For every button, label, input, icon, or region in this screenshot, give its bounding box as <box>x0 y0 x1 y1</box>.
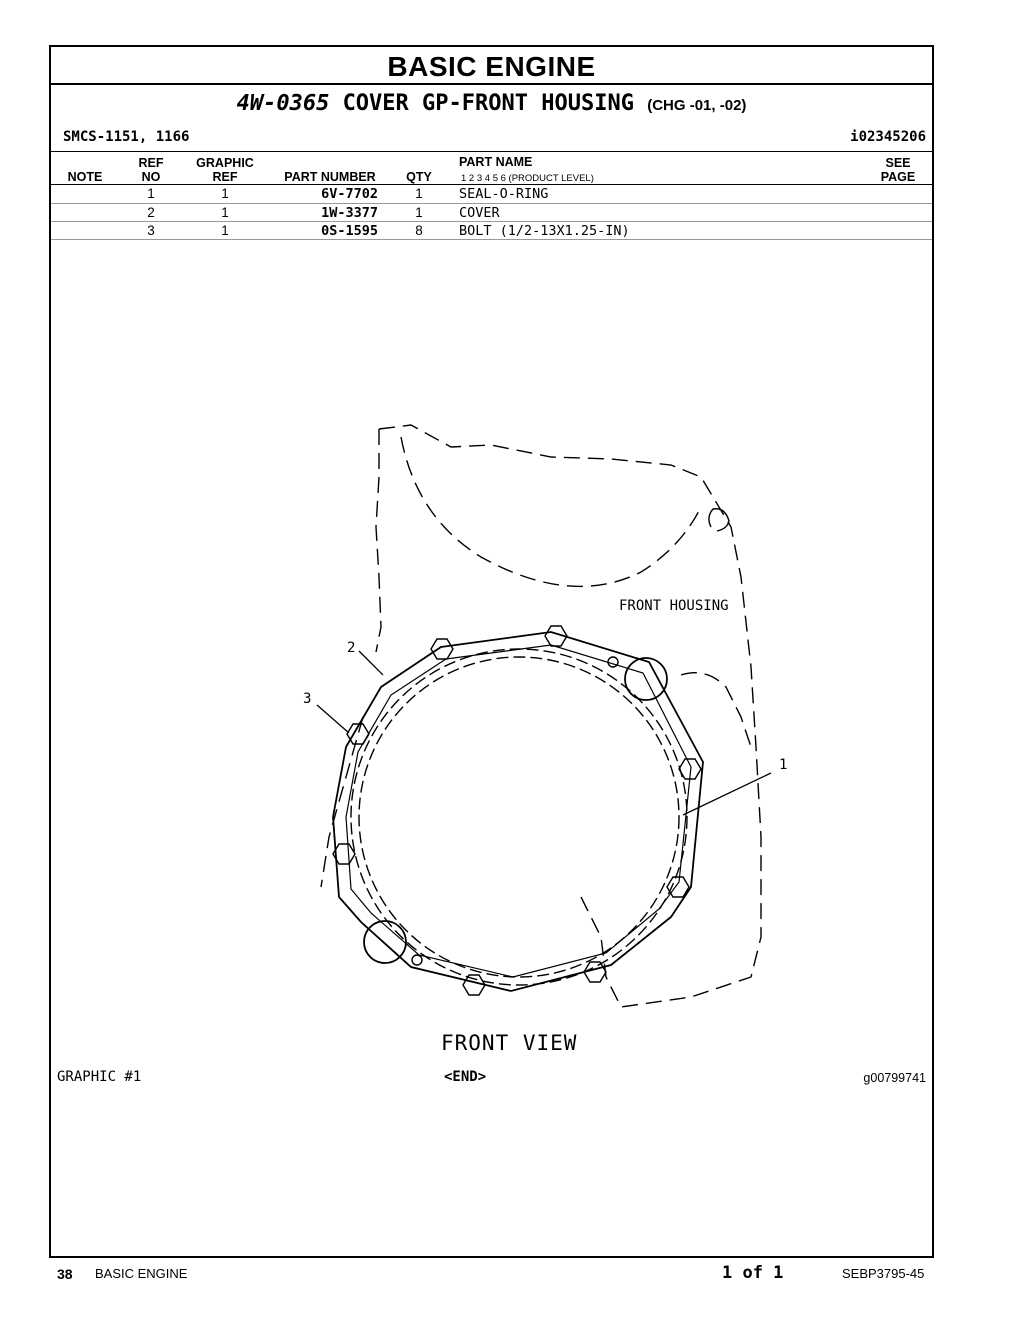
page-of: 1 of 1 <box>722 1263 784 1283</box>
part-group-number: 4W-0365 <box>236 91 330 116</box>
table-top-rule <box>51 151 932 152</box>
part-name: COVER <box>459 205 500 221</box>
small-hole <box>412 955 422 965</box>
qty: 8 <box>415 223 423 238</box>
cover-outer-edge <box>333 632 703 991</box>
front-housing-top-arc <box>401 437 701 586</box>
col-header-graphic-ref-line1: GRAPHIC <box>196 156 254 170</box>
bolt-hex-icon <box>431 639 453 659</box>
front-housing-notch <box>709 509 729 531</box>
col-header-ref-no-line2: NO <box>141 170 161 184</box>
part-name: BOLT (1/2-13X1.25-IN) <box>459 223 630 239</box>
part-number: 6V-7702 <box>321 186 378 202</box>
ref-no: 3 <box>147 223 155 238</box>
seal-o-ring-inner <box>359 657 679 977</box>
page-number: 38 <box>57 1266 73 1282</box>
graphic-ref: 1 <box>221 223 229 238</box>
row-divider <box>51 239 932 240</box>
callout-1: 1 <box>779 757 788 773</box>
part-group-title <box>51 91 932 116</box>
qty: 1 <box>415 205 423 220</box>
front-housing-outline <box>379 425 761 1007</box>
smcs-code: SMCS-1151, 1166 <box>63 129 190 145</box>
front-housing-right-tab <box>681 673 751 747</box>
dowel-boss-lower <box>364 921 406 963</box>
graphic-id: g00799741 <box>863 1071 926 1085</box>
cover-inner-edge <box>346 645 691 977</box>
change-note: (CHG -01, -02) <box>647 97 747 114</box>
callout-3: 3 <box>303 691 312 707</box>
section-title: BASIC ENGINE <box>51 47 932 85</box>
part-number: 0S-1595 <box>321 223 378 239</box>
graphic-label: GRAPHIC #1 <box>57 1069 142 1085</box>
ref-no: 1 <box>147 186 155 201</box>
part-group-name: COVER GP-FRONT HOUSING <box>342 91 634 116</box>
callout-leader-2 <box>359 651 383 675</box>
col-header-qty: QTY <box>406 170 432 184</box>
part-name: SEAL-O-RING <box>459 186 549 202</box>
col-header-graphic-ref-line2: REF <box>212 170 238 184</box>
col-header-part-number: PART NUMBER <box>284 170 376 184</box>
doc-id: SEBP3795-45 <box>842 1266 925 1281</box>
col-header-note: NOTE <box>67 170 103 184</box>
col-header-part-name: PART NAME <box>459 155 533 169</box>
front-housing-label: FRONT HOUSING <box>619 598 729 614</box>
bolt-hex-icon <box>463 975 485 995</box>
col-header-ref-no-line1: REF <box>138 156 164 170</box>
ref-no: 2 <box>147 205 155 220</box>
col-header-product-levels: 1 2 3 4 5 6 (PRODUCT LEVEL) <box>461 173 594 184</box>
front-housing-left-edge <box>376 429 381 652</box>
cover-assembly-illustration <box>251 417 788 1037</box>
callout-leader-3 <box>317 705 349 733</box>
footer-section: BASIC ENGINE <box>95 1266 188 1281</box>
page-frame <box>49 45 934 1258</box>
col-header-see-page-line1: SEE <box>885 156 911 170</box>
callout-2: 2 <box>347 640 356 656</box>
col-header-see-page-line2: PAGE <box>880 170 916 184</box>
seal-o-ring-outer <box>351 649 687 985</box>
graphic-ref: 1 <box>221 186 229 201</box>
callout-leader-1 <box>683 773 771 815</box>
qty: 1 <box>415 186 423 201</box>
end-marker: <END> <box>444 1069 487 1085</box>
graphic-ref: 1 <box>221 205 229 220</box>
part-number: 1W-3377 <box>321 205 378 221</box>
small-hole <box>608 657 618 667</box>
info-id: i02345206 <box>850 129 926 145</box>
figure-caption: FRONT VIEW <box>441 1031 578 1055</box>
